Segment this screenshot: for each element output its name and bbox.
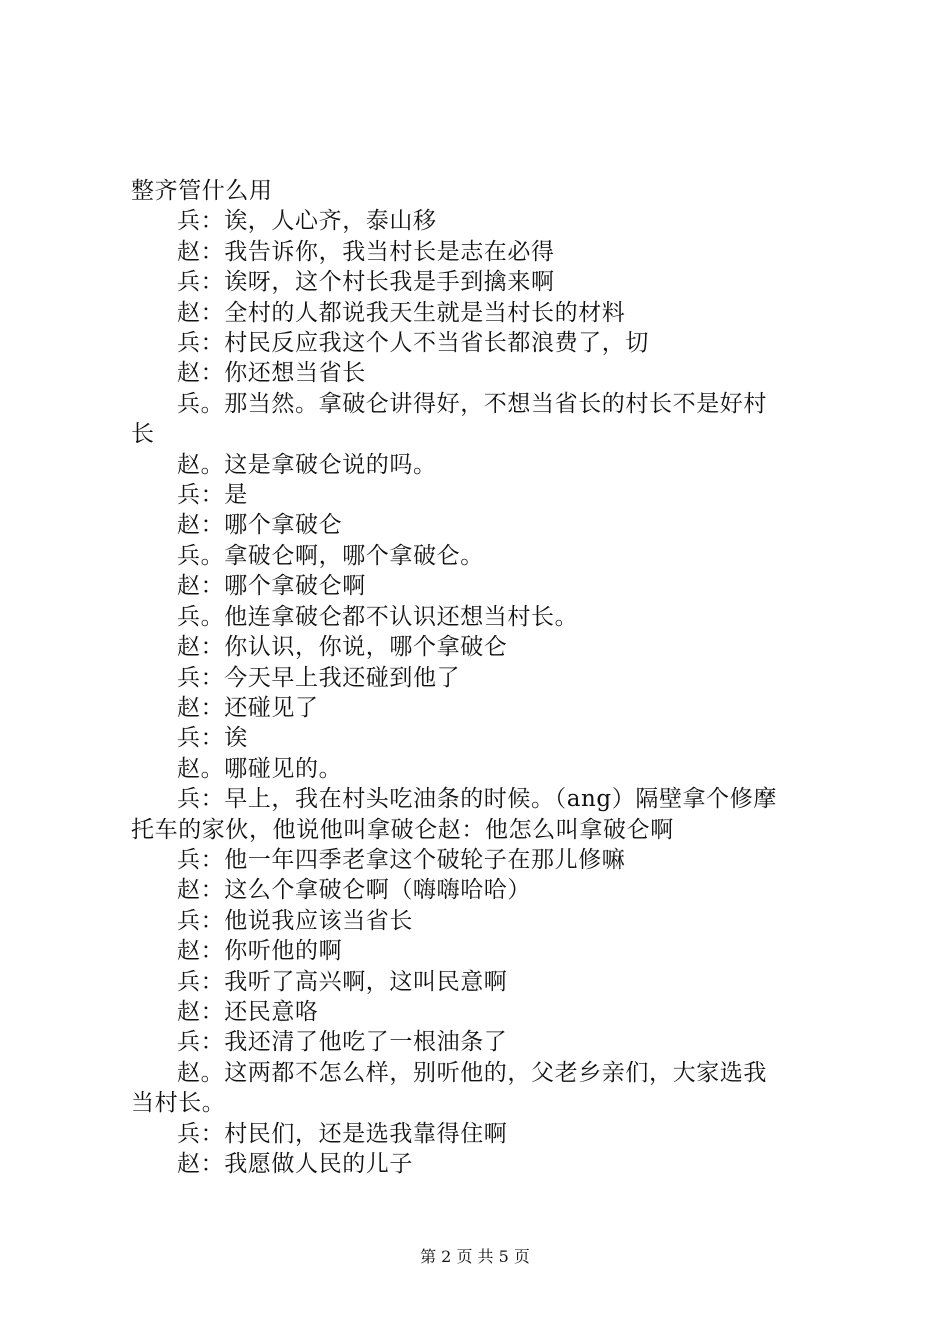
text-line: 兵：是 bbox=[177, 482, 248, 509]
text-line: 赵：哪个拿破仑啊 bbox=[177, 573, 366, 600]
text-line: 兵：诶，人心齐，泰山移 bbox=[177, 208, 437, 235]
text-line: 赵：你还想当省长 bbox=[177, 360, 366, 387]
text-line: 长 bbox=[131, 421, 155, 448]
text-line: 赵。这是拿破仑说的吗。 bbox=[177, 451, 437, 478]
text-line: 赵：你听他的啊 bbox=[177, 938, 343, 965]
text-line: 兵：诶 bbox=[177, 725, 248, 752]
text-line: 兵：村民反应我这个人不当省长都浪费了，切 bbox=[177, 330, 649, 357]
dialogue-text bbox=[131, 176, 836, 1179]
text-line: 兵：他说我应该当省长 bbox=[177, 907, 413, 934]
text-line: 兵：我还清了他吃了一根油条了 bbox=[177, 1029, 508, 1056]
text-line: 当村长。 bbox=[131, 1090, 226, 1117]
text-line: 整齐管什么用 bbox=[131, 178, 273, 204]
page-footer: 第 2 页 共 5 页 bbox=[420, 1247, 530, 1266]
text-line: 赵：哪个拿破仑 bbox=[177, 512, 343, 539]
text-line: 兵：我听了高兴啊，这叫民意啊 bbox=[177, 968, 508, 995]
text-line: 赵：这么个拿破仑啊（嗨嗨哈哈） bbox=[177, 877, 531, 904]
text-line: 赵。这两都不怎么样，别听他的，父老乡亲们，大家选我 bbox=[177, 1059, 767, 1086]
text-line: 兵：早上，我在村头吃油条的时候。（ang）隔壁拿个修摩 bbox=[177, 786, 777, 813]
text-line: 赵：我告诉你，我当村长是志在必得 bbox=[177, 238, 555, 265]
text-line: 赵：全村的人都说我天生就是当村长的材料 bbox=[177, 299, 626, 326]
text-line: 兵。他连拿破仑都不认识还想当村长。 bbox=[177, 603, 579, 630]
text-line: 兵：今天早上我还碰到他了 bbox=[177, 664, 461, 691]
text-line: 赵：我愿做人民的儿子 bbox=[177, 1151, 413, 1177]
text-line: 兵。那当然。拿破仑讲得好，不想当省长的村长不是好村 bbox=[177, 390, 767, 417]
text-line: 托车的家伙，他说他叫拿破仑赵：他怎么叫拿破仑啊 bbox=[131, 816, 674, 843]
text-line: 赵：你认识，你说，哪个拿破仑 bbox=[177, 634, 508, 661]
text-line: 赵：还碰见了 bbox=[177, 694, 319, 721]
text-line: 赵：还民意咯 bbox=[177, 998, 319, 1025]
text-line: 兵：诶呀，这个村长我是手到擒来啊 bbox=[177, 269, 555, 296]
text-line: 赵。哪碰见的。 bbox=[177, 755, 343, 782]
text-line: 兵：村民们，还是选我靠得住啊 bbox=[177, 1120, 508, 1147]
text-line: 兵。拿破仑啊，哪个拿破仑。 bbox=[177, 542, 484, 569]
text-line: 兵：他一年四季老拿这个破轮子在那儿修嘛 bbox=[177, 846, 626, 873]
